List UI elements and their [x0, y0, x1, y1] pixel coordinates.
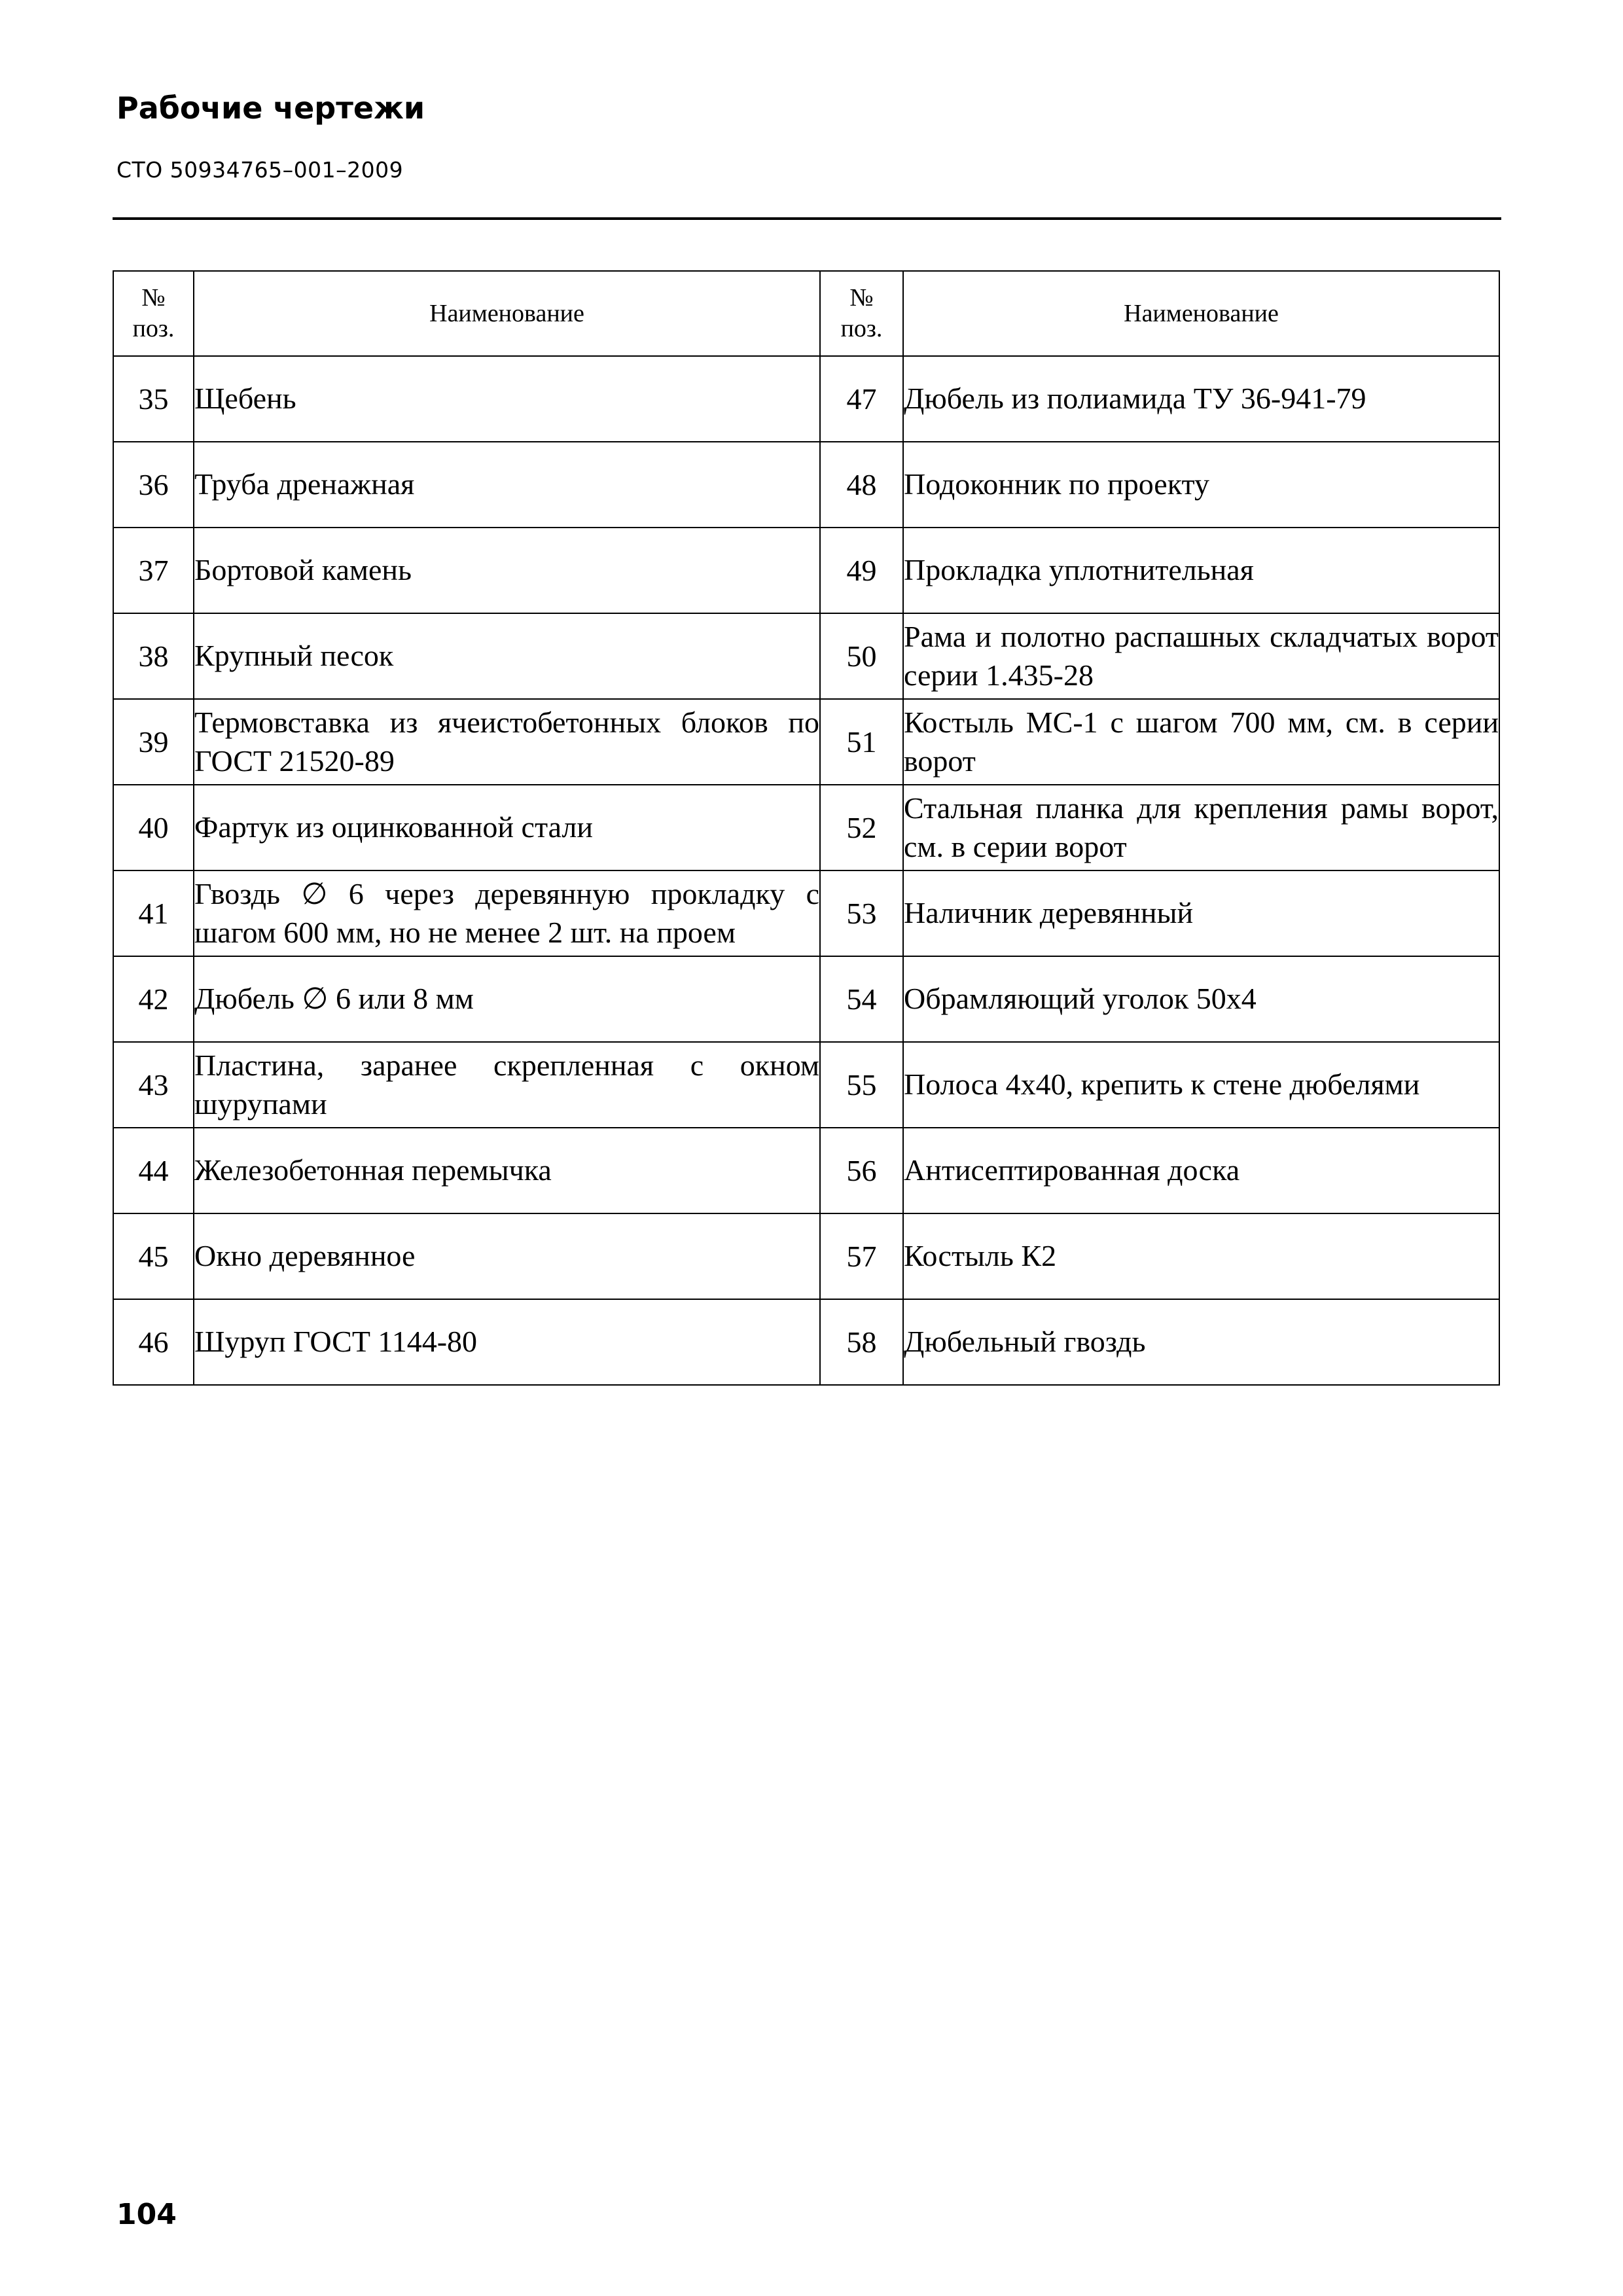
position-number: 49 [820, 528, 903, 613]
item-name: Окно деревянное [194, 1213, 820, 1299]
position-number: 51 [820, 699, 903, 785]
item-name: Рама и полотно распашных складчатых ворот серии 1.435-28 [903, 613, 1499, 699]
item-name: Термовставка из ячеистобетонных блоков по ГОСТ 21520-89 [194, 699, 820, 785]
position-number: 48 [820, 442, 903, 528]
position-number: 50 [820, 613, 903, 699]
specification-table [113, 270, 1500, 1386]
column-header-pos [113, 271, 194, 356]
position-number: 37 [113, 528, 194, 613]
item-name: Антисептированная доска [903, 1128, 1499, 1213]
table-row [113, 1128, 1499, 1213]
table-row [113, 528, 1499, 613]
position-number: 55 [820, 1042, 903, 1128]
position-number: 56 [820, 1128, 903, 1213]
table-row [113, 1042, 1499, 1128]
position-number: 54 [820, 956, 903, 1042]
item-name: Полоса 4х40, крепить к стене дюбелями [903, 1042, 1499, 1128]
item-name: Подоконник по проекту [903, 442, 1499, 528]
position-number: 52 [820, 785, 903, 870]
position-number: 40 [113, 785, 194, 870]
item-name: Гвоздь ∅ 6 через деревянную прокладку с шагом 600 мм, но не менее 2 шт. на проем [194, 870, 820, 956]
position-number: 42 [113, 956, 194, 1042]
table-row [113, 1213, 1499, 1299]
column-header-pos-line2: поз. [132, 315, 175, 342]
column-header-name: Наименование [194, 271, 820, 356]
position-number: 41 [113, 870, 194, 956]
item-name: Костыль К2 [903, 1213, 1499, 1299]
position-number: 36 [113, 442, 194, 528]
table-header-row [113, 271, 1499, 356]
table-row [113, 699, 1499, 785]
document-code: СТО 50934765–001–2009 [116, 157, 404, 183]
item-name: Дюбель из полиамида ТУ 36-941-79 [903, 356, 1499, 442]
position-number: 46 [113, 1299, 194, 1385]
item-name: Бортовой камень [194, 528, 820, 613]
position-number: 44 [113, 1128, 194, 1213]
position-number: 35 [113, 356, 194, 442]
table-row [113, 613, 1499, 699]
item-name: Костыль МС-1 с шагом 700 мм, см. в серии ворот [903, 699, 1499, 785]
item-name: Пластина, заранее скрепленная с окном шурупами [194, 1042, 820, 1128]
position-number: 58 [820, 1299, 903, 1385]
page-number: 104 [116, 2198, 177, 2231]
column-header-pos-line1: № [849, 283, 874, 312]
column-header-name: Наименование [903, 271, 1499, 356]
table-row [113, 442, 1499, 528]
table-body [113, 356, 1499, 1385]
position-number: 45 [113, 1213, 194, 1299]
header-divider [113, 217, 1501, 220]
item-name: Труба дренажная [194, 442, 820, 528]
item-name: Прокладка уплотнительная [903, 528, 1499, 613]
position-number: 39 [113, 699, 194, 785]
item-name: Крупный песок [194, 613, 820, 699]
column-header-pos-line2: поз. [840, 315, 883, 342]
table-row [113, 870, 1499, 956]
position-number: 53 [820, 870, 903, 956]
table-row [113, 1299, 1499, 1385]
position-number: 43 [113, 1042, 194, 1128]
item-name: Дюбель ∅ 6 или 8 мм [194, 956, 820, 1042]
column-header-pos-line1: № [141, 283, 166, 312]
position-number: 47 [820, 356, 903, 442]
column-header-pos [820, 271, 903, 356]
item-name: Обрамляющий уголок 50х4 [903, 956, 1499, 1042]
item-name: Стальная планка для крепления рамы ворот, см. в серии ворот [903, 785, 1499, 870]
table-row [113, 356, 1499, 442]
page-title: Рабочие чертежи [116, 90, 425, 126]
table-row [113, 956, 1499, 1042]
position-number: 38 [113, 613, 194, 699]
item-name: Наличник деревянный [903, 870, 1499, 956]
item-name: Фартук из оцинкованной стали [194, 785, 820, 870]
position-number: 57 [820, 1213, 903, 1299]
item-name: Дюбельный гвоздь [903, 1299, 1499, 1385]
item-name: Щебень [194, 356, 820, 442]
item-name: Шуруп ГОСТ 1144-80 [194, 1299, 820, 1385]
table-row [113, 785, 1499, 870]
item-name: Железобетонная перемычка [194, 1128, 820, 1213]
